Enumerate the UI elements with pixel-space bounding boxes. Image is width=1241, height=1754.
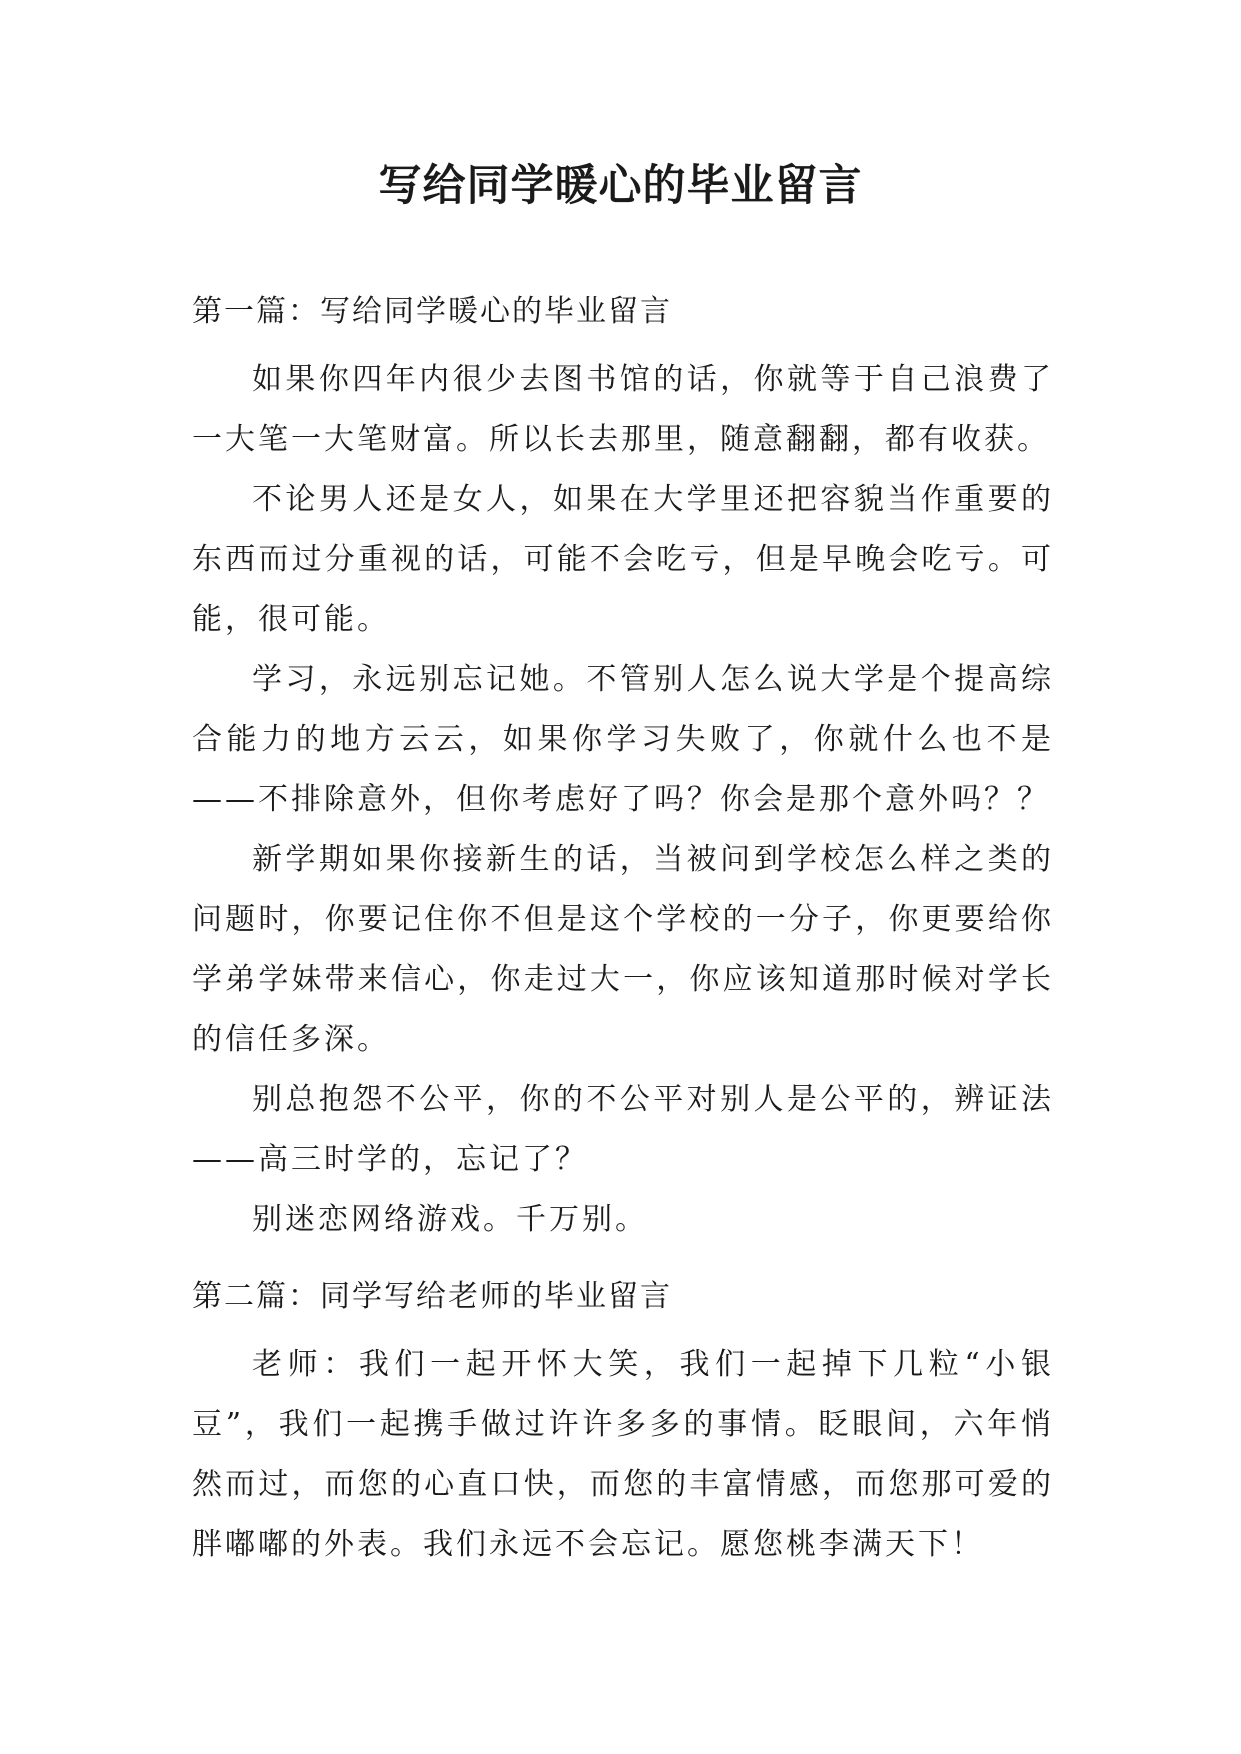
paragraph: 老师：我们一起开怀大笑，我们一起掉下几粒“小银豆”，我们一起携手做过许许多多的事情。眨眼间，六年悄然而过，而您的心直口快，而您的丰富情感，而您那可爱的胖嘟嘟的外表。我们永远不会忘记。愿您桃李满天下！ <box>192 1347 1054 1562</box>
section-1 <box>192 290 1054 1250</box>
document-title: 写给同学暖心的毕业留言 <box>378 161 863 211</box>
paragraph: 别迷恋网络游戏。千万别。 <box>252 1202 648 1237</box>
section-heading: 第二篇：同学写给老师的毕业留言 <box>192 1279 672 1314</box>
paragraph: 新学期如果你接新生的话，当被问到学校怎么样之类的问题时，你要记住你不但是这个学校的一分子，你更要给你学弟学妹带来信心，你走过大一，你应该知道那时候对学长的信任多深。 <box>192 842 1054 1057</box>
section-heading: 第一篇：写给同学暖心的毕业留言 <box>192 294 672 329</box>
paragraph: 如果你四年内很少去图书馆的话，你就等于自己浪费了一大笔一大笔财富。所以长去那里，随意翻翻，都有收获。 <box>192 362 1054 457</box>
paragraph: 不论男人还是女人，如果在大学里还把容貌当作重要的东西而过分重视的话，可能不会吃亏，但是早晚会吃亏。可能，很可能。 <box>192 482 1054 637</box>
section-2 <box>192 1275 1054 1575</box>
paragraph: 学习，永远别忘记她。不管别人怎么说大学是个提高综合能力的地方云云，如果你学习失败了，你就什么也不是——不排除意外，但你考虑好了吗？你会是那个意外吗？？ <box>192 662 1054 817</box>
paragraph: 别总抱怨不公平，你的不公平对别人是公平的，辨证法——高三时学的，忘记了？ <box>192 1082 1054 1177</box>
